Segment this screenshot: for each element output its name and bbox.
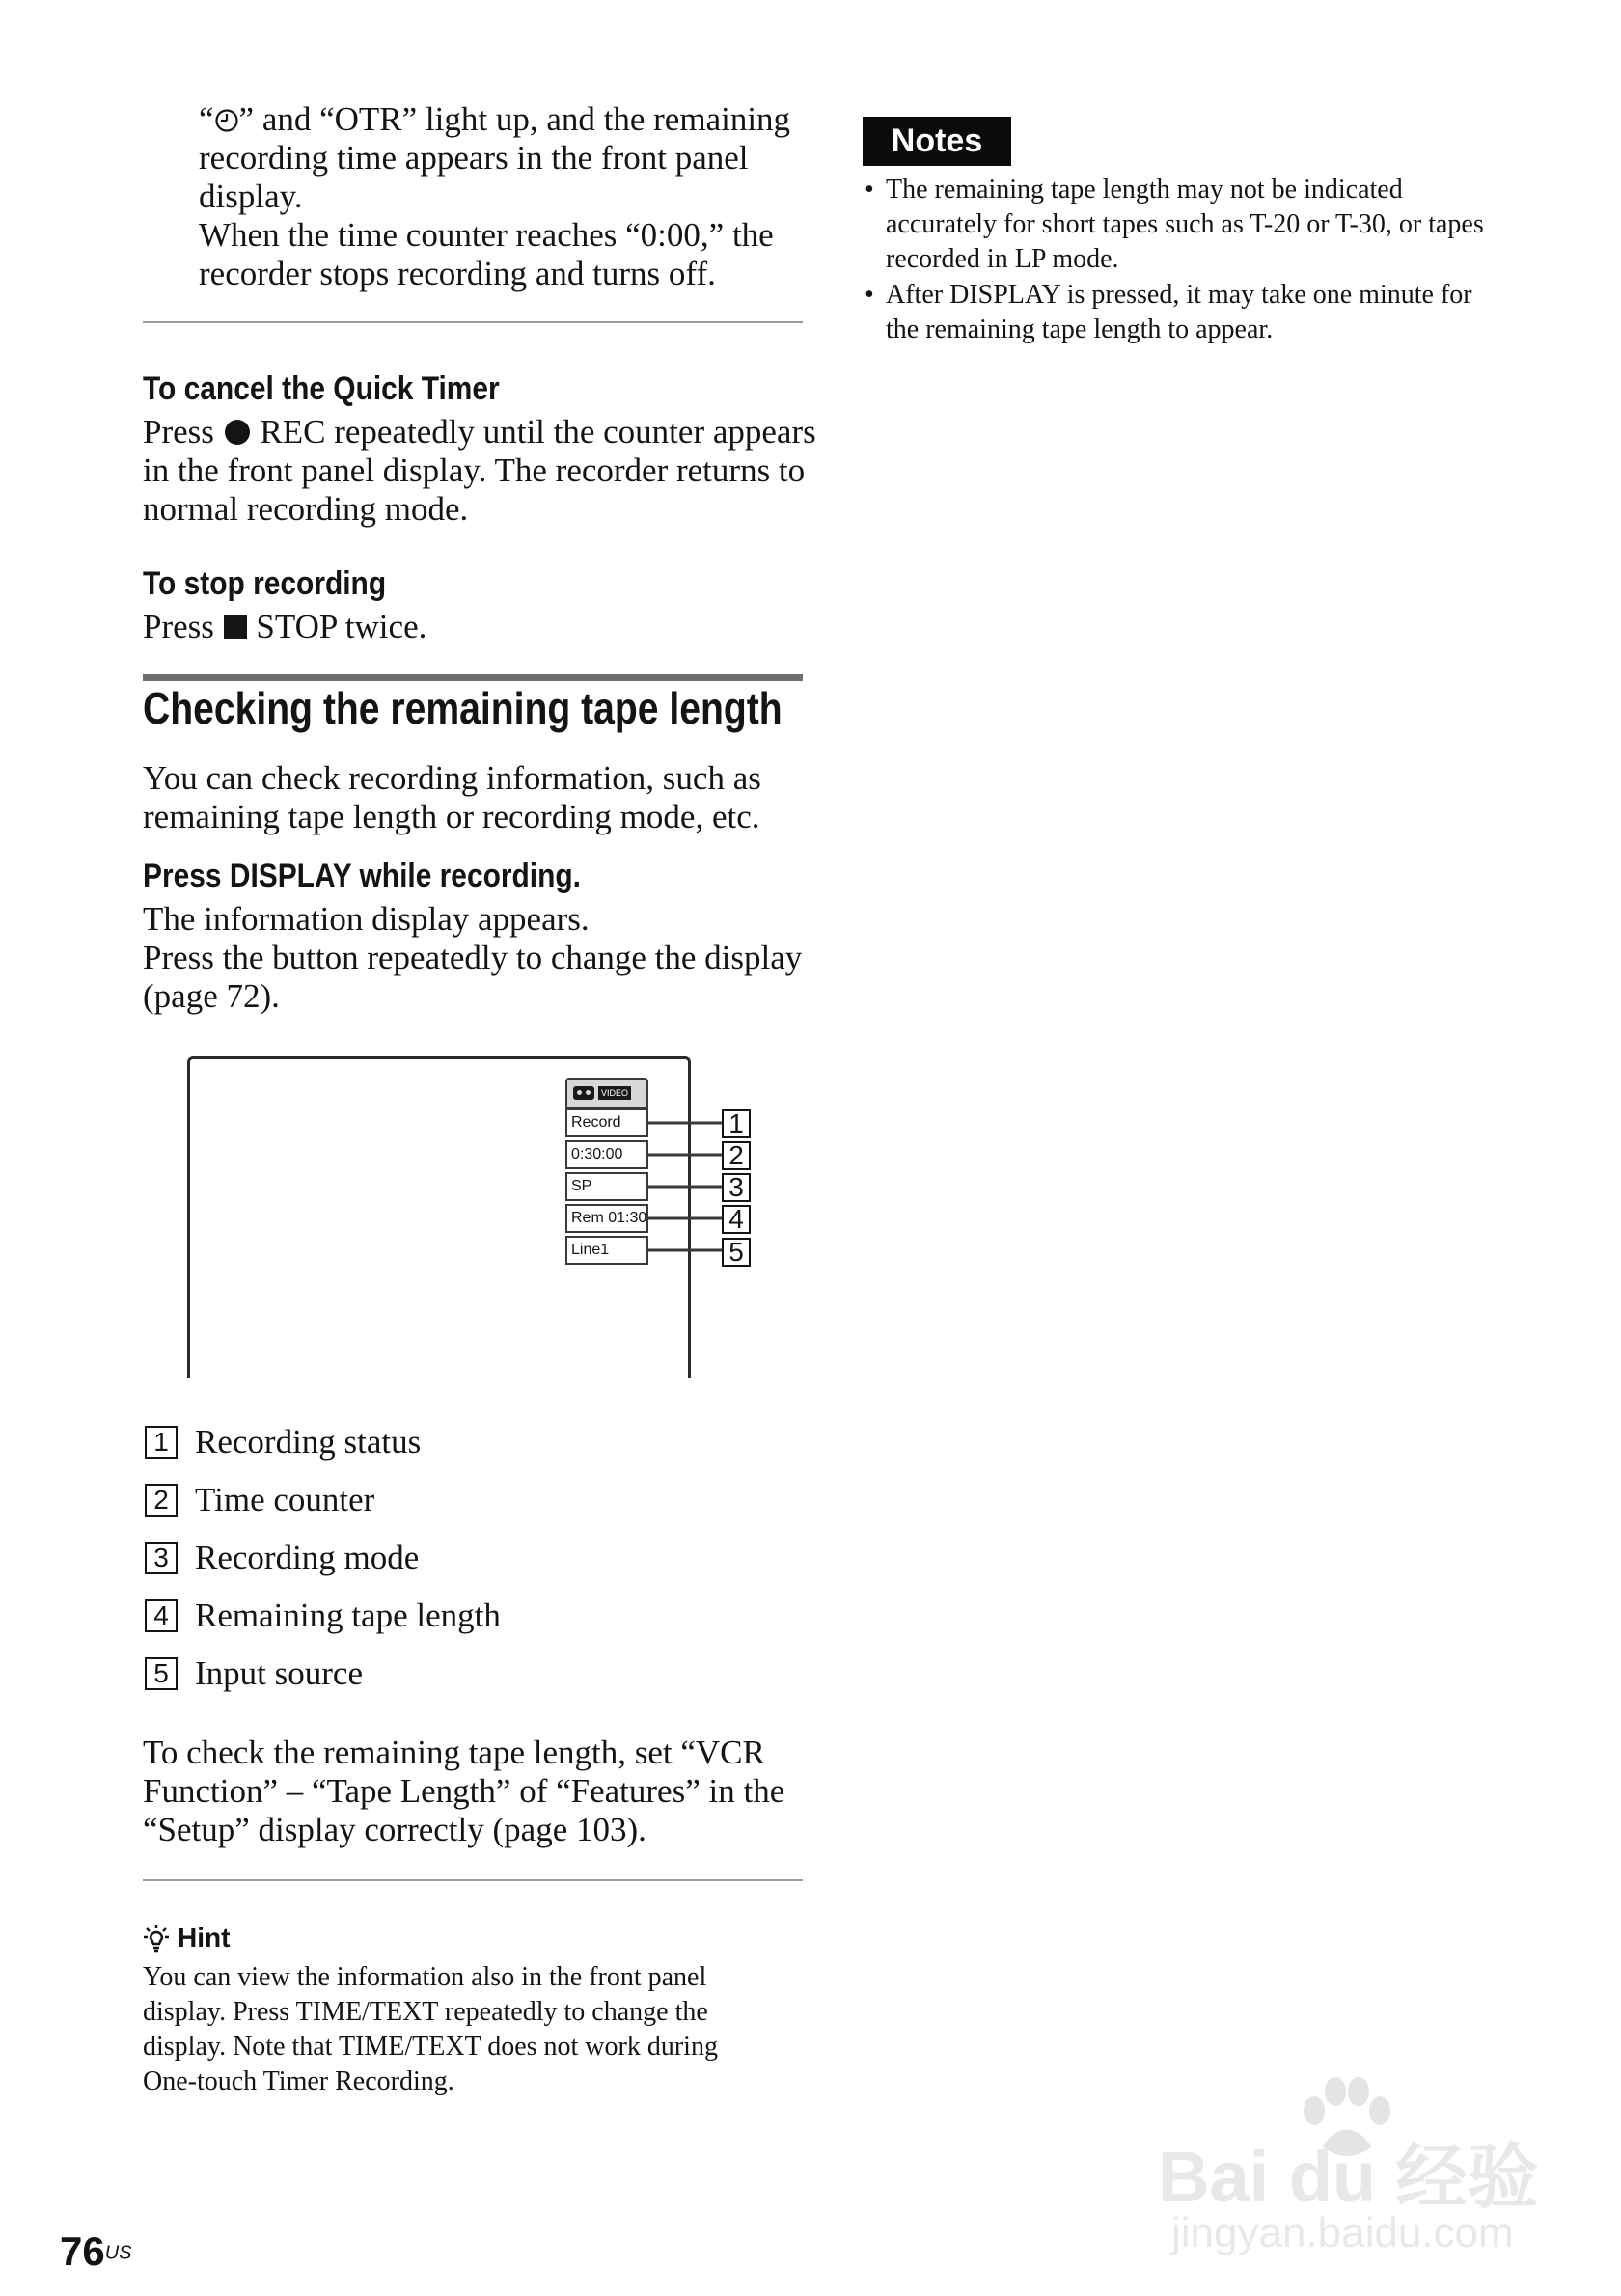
osd-row-counter: 0:30:00: [565, 1140, 648, 1169]
stop-paragraph: [143, 608, 426, 646]
cancel-line-3: normal recording mode.: [143, 490, 469, 528]
stop-square-icon: [223, 615, 248, 640]
stop-line: Press STOP twice.: [143, 608, 427, 645]
step-paragraph: [143, 900, 802, 1016]
page-number-value: 76: [60, 2228, 105, 2274]
section-intro-line-2: remaining tape length or recording mode, etc.: [143, 798, 760, 835]
lightbulb-icon: [143, 1924, 170, 1953]
timer-clock-icon: [214, 108, 239, 133]
osd-row-remaining: Rem 01:30: [565, 1204, 648, 1233]
legend-item-5: [145, 1654, 363, 1693]
hint-line-3: display. Note that TIME/TEXT does not work during: [143, 2032, 718, 2062]
legend-number: 1: [145, 1426, 178, 1459]
cancel-line-1: Press REC repeatedly until the counter appears: [143, 413, 816, 451]
legend-number: 2: [145, 1484, 178, 1517]
callout-5: 5: [722, 1238, 751, 1267]
cancel-heading: To cancel the Quick Timer: [143, 370, 500, 407]
section-intro-line-1: You can check recording information, such as: [143, 759, 761, 797]
hint-paragraph: [143, 1960, 718, 2099]
record-dot-icon: [223, 418, 252, 447]
check-paragraph: [143, 1734, 784, 1849]
open-quote: “: [199, 100, 214, 138]
section-rule: [143, 674, 803, 681]
legend-number: 5: [145, 1657, 178, 1690]
osd-header: [565, 1078, 648, 1108]
intro-line-4: When the time counter reaches “0:00,” the: [199, 216, 774, 254]
section-intro: [143, 759, 761, 836]
osd-row-mode: SP: [565, 1172, 648, 1201]
callout-2: 2: [722, 1141, 751, 1170]
hint-line-2: display. Press TIME/TEXT repeatedly to change the: [143, 1997, 708, 2027]
legend-item-2: [145, 1481, 374, 1519]
cancel-paragraph: [143, 413, 816, 529]
legend-item-3: [145, 1539, 419, 1577]
legend-number: 3: [145, 1542, 178, 1574]
video-badge: VIDEO: [598, 1086, 631, 1100]
callout-3: 3: [722, 1173, 751, 1202]
legend-label: Recording mode: [195, 1539, 420, 1576]
legend-number: 4: [145, 1599, 178, 1632]
check-line-2: Function” – “Tape Length” of “Features” in the: [143, 1772, 785, 1810]
osd-row-record: Record: [565, 1108, 648, 1137]
intro-line-3: display.: [199, 178, 303, 215]
intro-line-5: recorder stops recording and turns off.: [199, 255, 716, 292]
watermark: [1148, 2074, 1553, 2267]
divider-1: [143, 321, 803, 323]
hint-title: Hint: [178, 1923, 231, 1953]
cancel-line-2: in the front panel display. The recorder returns to: [143, 451, 806, 489]
step-heading: Press DISPLAY while recording.: [143, 858, 581, 894]
intro-line-1: “ ” and “OTR” light up, and the remaining: [199, 100, 791, 138]
stop-heading: To stop recording: [143, 565, 387, 602]
hint-line-4: One-touch Timer Recording.: [143, 2066, 454, 2096]
section-title: Checking the remaining tape length: [143, 683, 783, 733]
watermark-url: jingyan.baidu.com: [1171, 2209, 1514, 2256]
bullet-icon: •: [865, 280, 874, 310]
legend-label: Remaining tape length: [195, 1597, 501, 1634]
note-item-1: • The remaining tape length may not be indicated accurately for short tapes such as T-20 or T-30, or tapes recorded in LP mode.: [865, 175, 1484, 274]
intro-line-2: recording time appears in the front panel: [199, 139, 749, 177]
note-item-2: • After DISPLAY is pressed, it may take one minute for the remaining tape length to appear.: [865, 280, 1472, 344]
check-line-3: “Setup” display correctly (page 103).: [143, 1811, 646, 1848]
notes-badge: Notes: [863, 117, 1011, 166]
step-line-3: (page 72).: [143, 977, 280, 1015]
divider-2: [143, 1879, 803, 1881]
step-line-1: The information display appears.: [143, 900, 590, 938]
osd-row-source: Line1: [565, 1236, 648, 1265]
intro-paragraph: [199, 100, 790, 293]
legend-item-4: [145, 1597, 501, 1635]
watermark-brand: Bai du 经验: [1158, 2137, 1539, 2217]
page-region: US: [104, 2242, 132, 2264]
legend-label: Input source: [195, 1654, 363, 1692]
legend-label: Time counter: [195, 1481, 375, 1518]
page-number: [60, 2228, 132, 2275]
check-line-1: To check the remaining tape length, set “VCR: [143, 1734, 765, 1771]
hint-line-1: You can view the information also in the front panel: [143, 1962, 707, 1992]
legend-label: Recording status: [195, 1423, 422, 1461]
cassette-icon: [573, 1086, 594, 1100]
legend-item-1: [145, 1423, 421, 1462]
step-line-2: Press the button repeatedly to change the display: [143, 939, 803, 976]
bullet-icon: •: [865, 175, 874, 205]
hint-heading: [143, 1923, 230, 1954]
callout-4: 4: [722, 1205, 751, 1234]
callout-1: 1: [722, 1109, 751, 1138]
